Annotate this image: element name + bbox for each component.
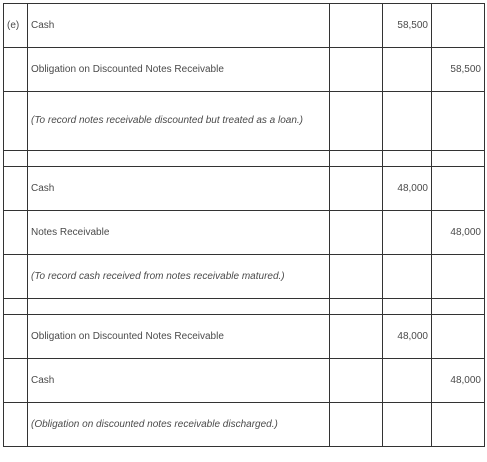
journal-entry-table [3, 3, 485, 447]
journal-row [4, 4, 485, 48]
journal-row [4, 403, 485, 447]
entry-label [4, 403, 28, 447]
ref-cell [330, 403, 383, 447]
spacer-cell [383, 299, 432, 315]
debit-amount [383, 255, 432, 299]
spacer-cell [28, 299, 330, 315]
debit-amount [383, 48, 432, 92]
journal-row [4, 48, 485, 92]
credit-amount [432, 255, 485, 299]
entry-label [4, 211, 28, 255]
credit-amount: 48,000 [432, 211, 485, 255]
ref-cell [330, 4, 383, 48]
account-name: Cash [28, 4, 330, 48]
entry-explanation: (To record notes receivable discounted but treated as a loan.) [28, 92, 330, 151]
journal-row [4, 92, 485, 151]
spacer-cell [4, 299, 28, 315]
spacer-cell [330, 299, 383, 315]
entry-label [4, 92, 28, 151]
entry-label [4, 255, 28, 299]
entry-label [4, 48, 28, 92]
entry-label: (e) [4, 4, 28, 48]
spacer-cell [28, 151, 330, 167]
credit-amount [432, 92, 485, 151]
spacer-cell [4, 151, 28, 167]
debit-amount [383, 403, 432, 447]
journal-row [4, 315, 485, 359]
debit-amount [383, 92, 432, 151]
debit-amount [383, 359, 432, 403]
account-name: Obligation on Discounted Notes Receivable [28, 48, 330, 92]
entry-label [4, 315, 28, 359]
credit-amount [432, 315, 485, 359]
entry-label [4, 359, 28, 403]
spacer-row [4, 299, 485, 315]
ref-cell [330, 255, 383, 299]
debit-amount: 48,000 [383, 315, 432, 359]
credit-amount [432, 403, 485, 447]
debit-amount: 58,500 [383, 4, 432, 48]
entry-label [4, 167, 28, 211]
debit-amount: 48,000 [383, 167, 432, 211]
credit-amount: 58,500 [432, 48, 485, 92]
account-name: Cash [28, 167, 330, 211]
account-name: Notes Receivable [28, 211, 330, 255]
ref-cell [330, 315, 383, 359]
credit-amount [432, 167, 485, 211]
credit-amount [432, 4, 485, 48]
spacer-cell [432, 151, 485, 167]
credit-amount: 48,000 [432, 359, 485, 403]
account-name: Obligation on Discounted Notes Receivable [28, 315, 330, 359]
spacer-cell [383, 151, 432, 167]
entry-explanation: (Obligation on discounted notes receivable discharged.) [28, 403, 330, 447]
journal-row [4, 167, 485, 211]
account-name: Cash [28, 359, 330, 403]
journal-row [4, 211, 485, 255]
ref-cell [330, 167, 383, 211]
ref-cell [330, 92, 383, 151]
ref-cell [330, 211, 383, 255]
ref-cell [330, 48, 383, 92]
ref-cell [330, 359, 383, 403]
spacer-row [4, 151, 485, 167]
spacer-cell [330, 151, 383, 167]
debit-amount [383, 211, 432, 255]
journal-row [4, 359, 485, 403]
spacer-cell [432, 299, 485, 315]
journal-row [4, 255, 485, 299]
entry-explanation: (To record cash received from notes receivable matured.) [28, 255, 330, 299]
